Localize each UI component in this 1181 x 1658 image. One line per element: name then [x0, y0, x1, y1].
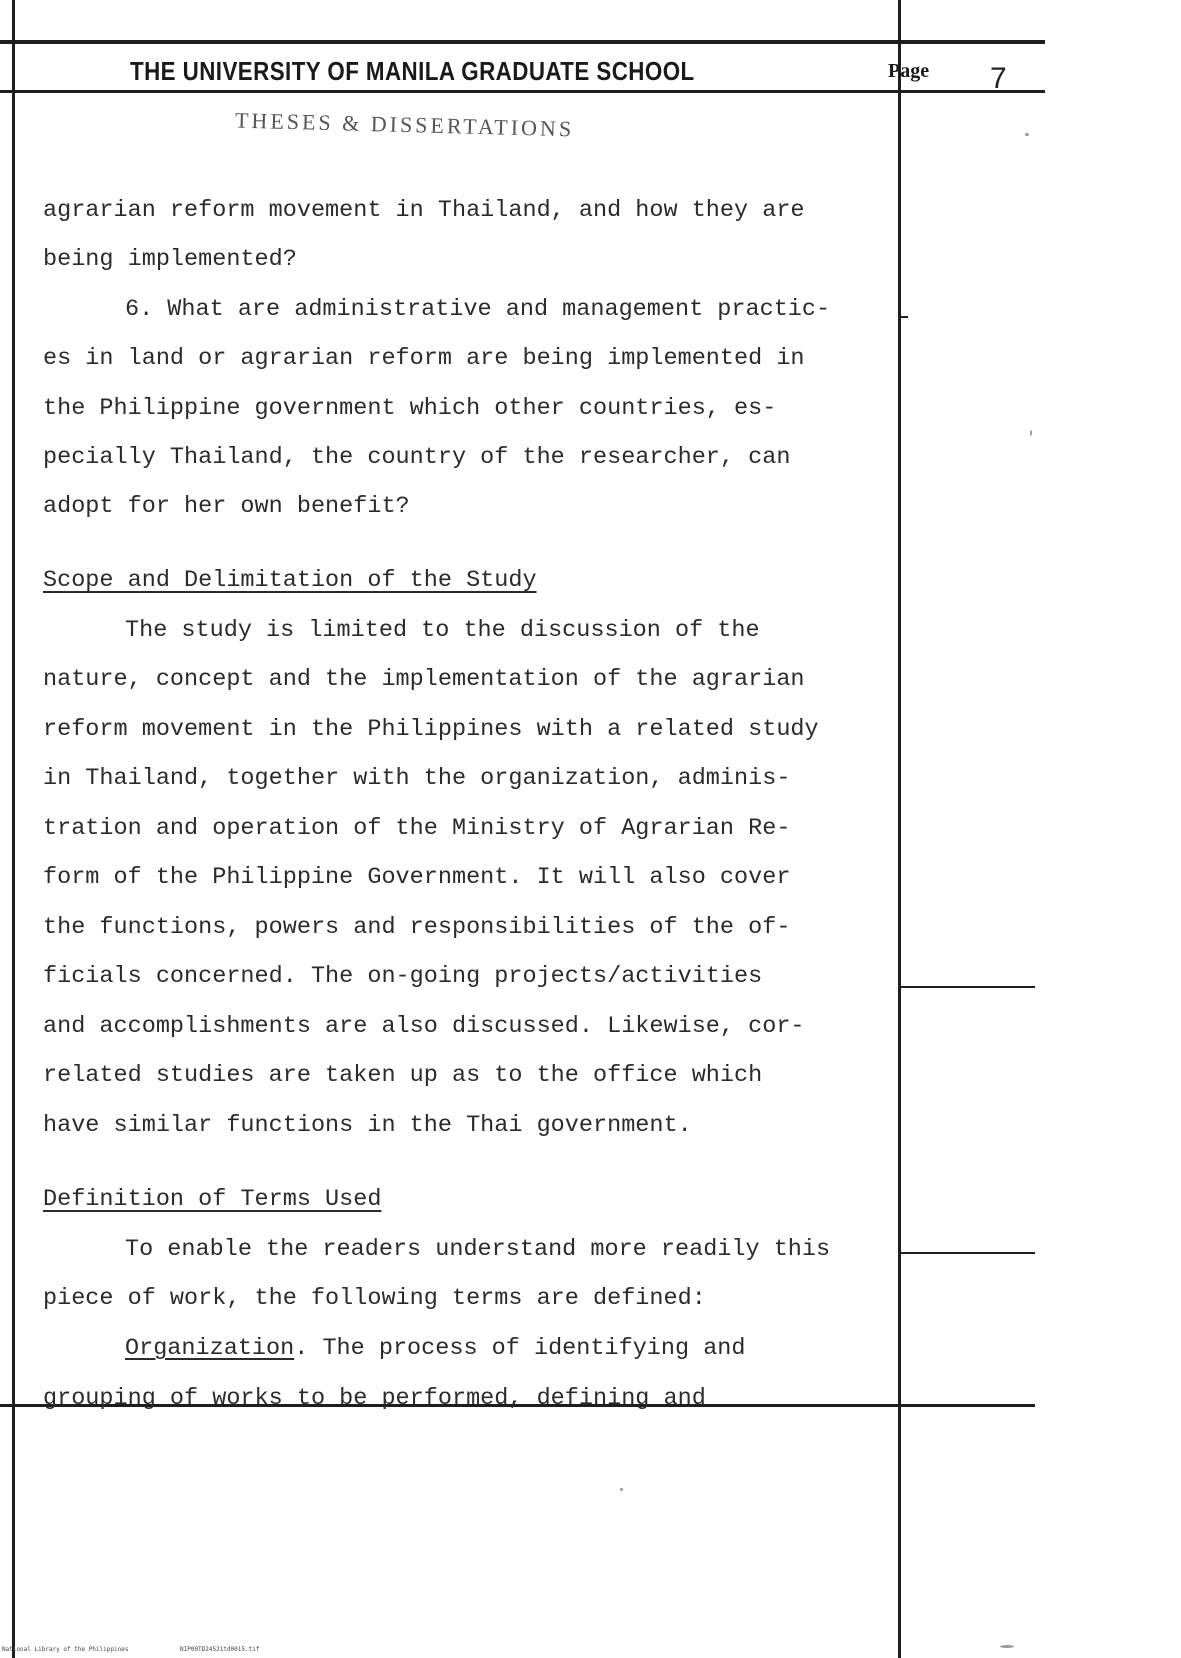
- page-number: 7: [990, 62, 1007, 95]
- archive-stamp: THESES & DISSERTATIONS: [234, 107, 575, 142]
- body-line: reform movement in the Philippines with a related study: [43, 716, 819, 743]
- section-heading-definitions: Definition of Terms Used: [43, 1186, 382, 1213]
- scan-speck: [1030, 430, 1032, 436]
- body-line: The study is limited to the discussion of the: [125, 617, 760, 644]
- institution-title: THE UNIVERSITY OF MANILA GRADUATE SCHOOL: [130, 56, 695, 86]
- header-top-rule: [0, 40, 1045, 44]
- body-line: nature, concept and the implementation of the agrarian: [43, 666, 805, 693]
- library-note: National Library of the Philippines: [2, 1646, 129, 1653]
- body-line: 6. What are administrative and management practic-: [125, 296, 831, 323]
- header-bottom-rule: [0, 90, 1045, 93]
- body-line: pecially Thailand, the country of the researcher, can: [43, 444, 791, 471]
- body-line: form of the Philippine Government. It will also cover: [43, 864, 791, 891]
- body-line: adopt for her own benefit?: [43, 493, 410, 520]
- body-line: related studies are taken up as to the office which: [43, 1062, 763, 1089]
- scan-speck: [620, 1488, 623, 1491]
- body-line: es in land or agrarian reform are being implemented in: [43, 345, 805, 372]
- term-definition-line: [125, 1334, 746, 1364]
- term-definition-text: . The process of identifying and: [294, 1335, 746, 1362]
- right-margin-rule: [898, 0, 901, 1658]
- margin-tick-2: [900, 986, 1035, 988]
- body-line: in Thailand, together with the organization, adminis-: [43, 765, 791, 792]
- body-line: have similar functions in the Thai government.: [43, 1112, 692, 1139]
- body-line: ficials concerned. The on-going projects/activities: [43, 963, 763, 990]
- body-line-cut-off: grouping of works to be performed, defining and: [43, 1385, 706, 1412]
- section-heading-scope: Scope and Delimitation of the Study: [43, 567, 537, 594]
- scan-speck: [1000, 1645, 1014, 1648]
- body-line: the Philippine government which other countries, es-: [43, 395, 777, 422]
- left-margin-rule: [12, 0, 15, 1658]
- page-label: Page: [888, 60, 930, 82]
- scan-speck: [1025, 133, 1029, 136]
- margin-tick-1: [900, 316, 908, 318]
- body-line: agrarian reform movement in Thailand, and how they are: [43, 197, 805, 224]
- body-line: To enable the readers understand more readily this: [125, 1236, 831, 1263]
- body-line: and accomplishments are also discussed. Likewise, cor-: [43, 1013, 805, 1040]
- file-id: NIP00TD24521td0015.tif: [180, 1646, 260, 1653]
- term-organization: Organization: [125, 1335, 295, 1362]
- body-line: piece of work, the following terms are defined:: [43, 1285, 706, 1312]
- margin-tick-3: [900, 1252, 1035, 1254]
- body-line: being implemented?: [43, 246, 297, 273]
- body-line: tration and operation of the Ministry of Agrarian Re-: [43, 815, 791, 842]
- body-line: the functions, powers and responsibilities of the of-: [43, 914, 791, 941]
